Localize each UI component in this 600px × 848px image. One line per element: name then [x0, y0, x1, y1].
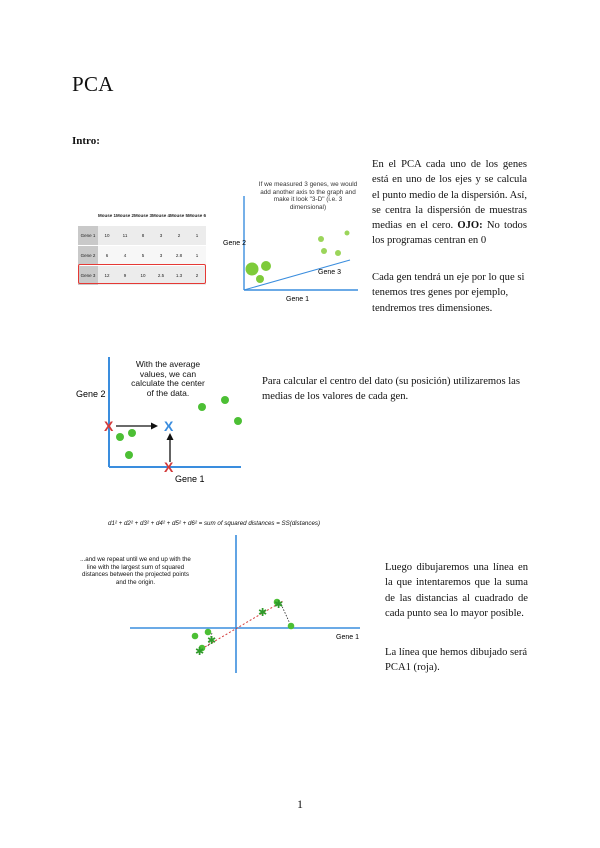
table-cell: 2: [170, 226, 188, 246]
figure2-plot: [76, 355, 251, 485]
figure3-note: ...and we repeat until we end up with the line with the largest sum of squared distances between the projected points and the origin.: [80, 556, 191, 586]
table-cell: 12: [98, 266, 116, 286]
paragraph-5: La línea que hemos dibujado será PCA1 (roja).: [385, 647, 528, 674]
table-cell: 10: [98, 226, 116, 246]
table-cell: 1: [188, 226, 206, 246]
table-header-cell: Mouse 6: [188, 206, 206, 226]
table-cell: 1: [188, 246, 206, 266]
y-axis-label: Gene 2: [76, 389, 106, 399]
table-row: [78, 226, 206, 246]
figure-1: [78, 178, 358, 308]
projected-point: ✱: [274, 599, 284, 611]
data-point: [318, 236, 324, 242]
z-axis-label: Gene 3: [318, 269, 341, 276]
figure-2: [76, 355, 251, 485]
table-cell: 2.8: [170, 246, 188, 266]
gene1-mean-marker: X: [164, 459, 174, 475]
data-point: [221, 396, 229, 404]
table-header-cell: Mouse 2: [116, 206, 134, 226]
paragraph-2: Cada gen tendrá un eje por lo que si tenemos tres genes por ejemplo, tendremos tres dimensiones.: [372, 272, 525, 314]
data-point: [321, 248, 327, 254]
figure2-note: With the average values, we can calculate the center of the data.: [131, 359, 205, 398]
table-cell: 3: [152, 226, 170, 246]
data-point: [288, 623, 295, 630]
row-header-cell: Gene 2: [78, 246, 98, 266]
row-header-cell: Gene 1: [78, 226, 98, 246]
table-cell: 3: [152, 246, 170, 266]
table-header-cell: Mouse 5: [170, 206, 188, 226]
arrow-head-up: [167, 433, 174, 440]
data-point: [198, 403, 206, 411]
x-axis-label: Gene 1: [336, 634, 359, 641]
table-header-row: [78, 206, 206, 226]
data-point: [128, 429, 136, 437]
table-cell: 4: [116, 246, 134, 266]
figure1-plot: [223, 178, 358, 308]
data-point: [256, 275, 264, 283]
table-cell: 5: [134, 246, 152, 266]
table-row: [78, 246, 206, 266]
y-axis-label: Gene 2: [223, 240, 246, 247]
projected-point: ✱: [258, 607, 268, 619]
formula: d1² + d2² + d3² + d4² + d5² + d6² = sum of squared distances = SS(distances): [108, 520, 321, 527]
center-marker: X: [164, 418, 174, 434]
page-title: PCA: [72, 72, 114, 96]
figure-3: [78, 515, 378, 680]
data-point: [192, 633, 199, 640]
gene3-row-highlight: [78, 264, 206, 284]
projected-point: ✱: [207, 635, 217, 647]
table-cell: 11: [116, 226, 134, 246]
x-axis-label: Gene 1: [175, 474, 205, 484]
paragraph-4: Luego dibujaremos una línea en la que intentaremos que la suma de las distancias al cuadrado de cada punto sea lo mayor posible.: [385, 562, 528, 619]
data-point: [345, 231, 350, 236]
page-number: 1: [297, 797, 303, 811]
data-point: [125, 451, 133, 459]
table-cell: 1.3: [170, 266, 188, 286]
data-point: [261, 261, 271, 271]
data-point: [234, 417, 242, 425]
table-cell: 9: [116, 266, 134, 286]
table-cell: 8: [134, 226, 152, 246]
figure3-plot: [78, 515, 378, 680]
row-header-cell: Gene 3: [78, 266, 98, 286]
table-header-cell: [78, 206, 98, 226]
paragraph-3: Para calcular el centro del dato (su posición) utilizaremos las medias de los valores de cada gen.: [262, 376, 520, 403]
table-cell: 10: [134, 266, 152, 286]
section-heading: Intro:: [72, 135, 100, 147]
data-point: [335, 250, 341, 256]
table-header-cell: Mouse 4: [152, 206, 170, 226]
gene2-mean-marker: X: [104, 418, 114, 434]
arrow-head-right: [151, 423, 158, 430]
data-point: [246, 263, 259, 276]
paragraph-1: En el PCA cada uno de los genes está en uno de los ejes y se calcula el punto medio de la dispersión. Así, se centra la dispersión de muestras medias en el cero. OJO: No todos los programas centran en 0: [372, 159, 527, 247]
x-axis-label: Gene 1: [286, 296, 309, 303]
figure1-note: If we measured 3 genes, we would add another axis to the graph and make it look "3-D" (i.e. 3 dimensional): [258, 181, 358, 211]
table-cell: 6: [98, 246, 116, 266]
projected-point: ✱: [195, 646, 205, 658]
table-cell: 2.5: [152, 266, 170, 286]
table-header-cell: Mouse 3: [134, 206, 152, 226]
data-point: [116, 433, 124, 441]
table-header-cell: Mouse 1: [98, 206, 116, 226]
table-cell: 2: [188, 266, 206, 286]
